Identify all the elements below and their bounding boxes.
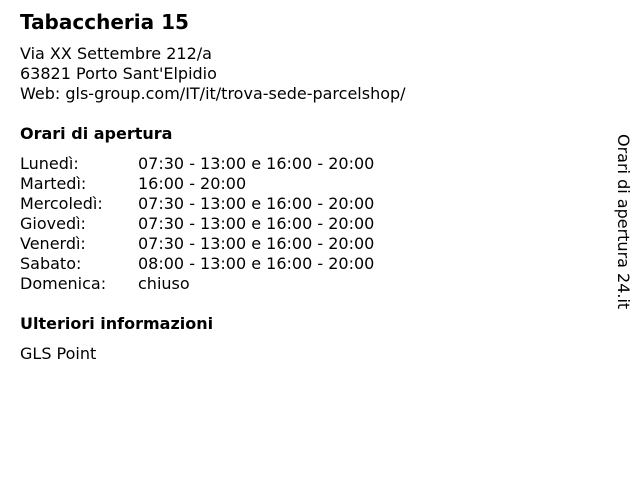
address-street: Via XX Settembre 212/a — [20, 44, 212, 63]
time-value: 07:30 - 13:00 e 16:00 - 20:00 — [138, 194, 375, 213]
opening-hours-heading: Orari di apertura — [20, 124, 173, 143]
day-label: Sabato: — [20, 254, 82, 273]
hours-row-wednesday — [20, 194, 374, 214]
hours-row-friday — [20, 234, 374, 254]
hours-row-thursday — [20, 214, 374, 234]
hours-row-sunday — [20, 274, 374, 294]
day-label: Venerdì: — [20, 234, 86, 253]
shop-name: Tabaccheria 15 — [20, 10, 189, 34]
time-value: 07:30 - 13:00 e 16:00 - 20:00 — [138, 234, 375, 253]
website-line[interactable]: Web: gls-group.com/IT/it/trova-sede-parcelshop/ — [20, 84, 406, 103]
address-city: 63821 Porto Sant'Elpidio — [20, 64, 217, 83]
further-info-text: GLS Point — [20, 344, 97, 363]
day-label: Martedì: — [20, 174, 87, 193]
time-value: 07:30 - 13:00 e 16:00 - 20:00 — [138, 214, 375, 233]
day-label: Lunedì: — [20, 154, 79, 173]
hours-row-saturday — [20, 254, 374, 274]
time-value: 16:00 - 20:00 — [138, 174, 247, 193]
day-label: Domenica: — [20, 274, 107, 293]
address-block — [20, 44, 406, 104]
day-label: Giovedì: — [20, 214, 86, 233]
time-value: 07:30 - 13:00 e 16:00 - 20:00 — [138, 154, 375, 173]
time-value: 08:00 - 13:00 e 16:00 - 20:00 — [138, 254, 375, 273]
watermark-text: Orari di apertura 24.it — [614, 134, 633, 310]
opening-hours-table — [20, 154, 374, 294]
day-label: Mercoledì: — [20, 194, 103, 213]
site-watermark — [612, 134, 634, 310]
hours-row-monday — [20, 154, 374, 174]
hours-row-tuesday — [20, 174, 374, 194]
time-value: chiuso — [138, 274, 190, 293]
further-info-heading: Ulteriori informazioni — [20, 314, 214, 333]
